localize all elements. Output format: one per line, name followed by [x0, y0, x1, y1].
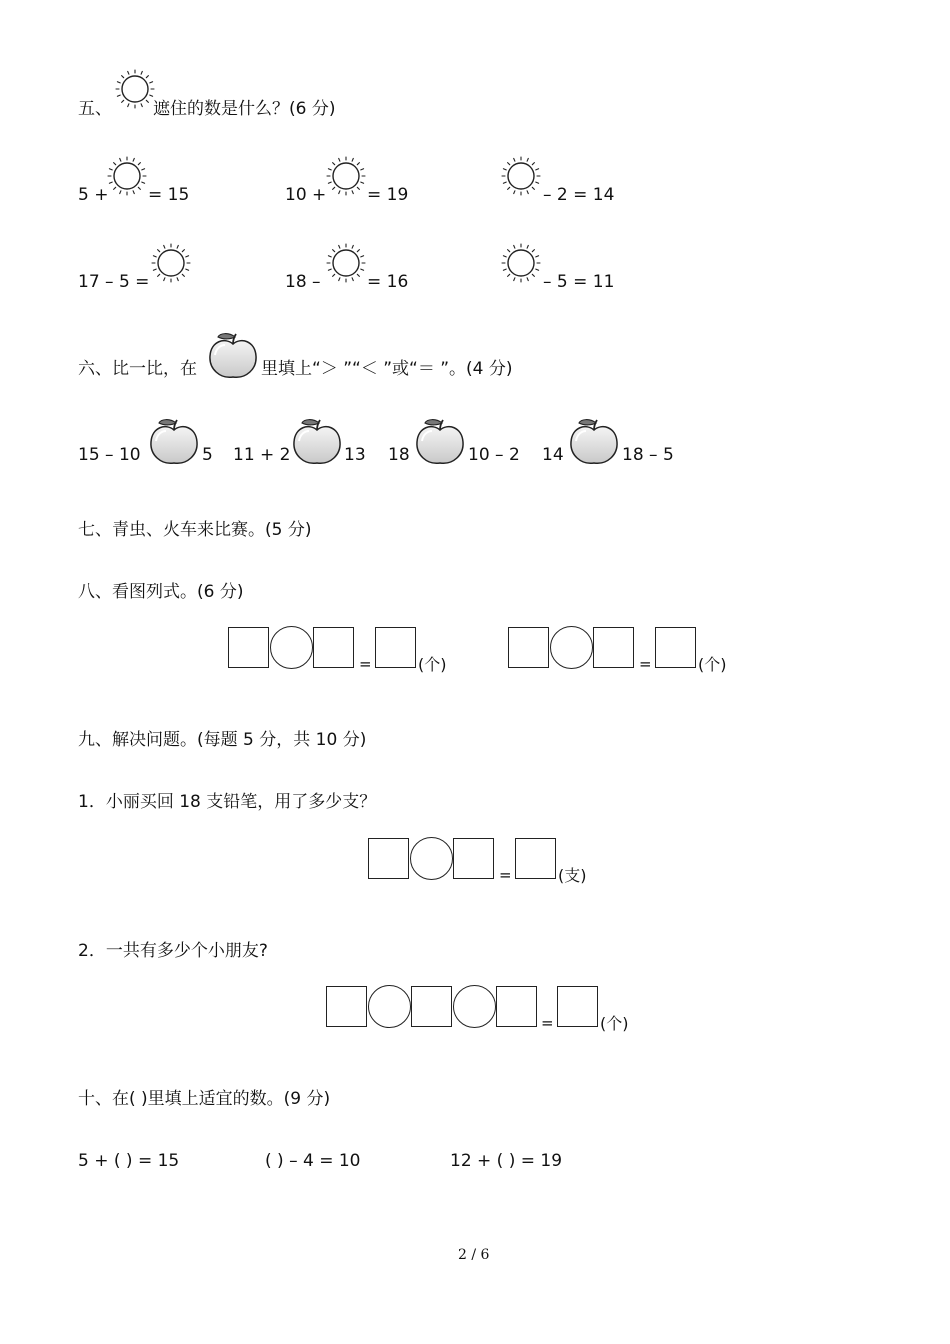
sec6-item4-left: 14: [542, 445, 564, 465]
equals-sign: =: [499, 866, 512, 884]
sec5-eq4-left: 17 – 5 =: [78, 272, 150, 292]
sec5-eq1-right: = 15: [148, 185, 190, 205]
result-box[interactable]: [557, 986, 598, 1027]
sun-icon: [326, 156, 366, 196]
sec6-item3-right: 10 – 2: [468, 445, 520, 465]
page-number: 2 / 6: [458, 1247, 490, 1263]
sec6-item2-right: 13: [344, 445, 366, 465]
answer-box[interactable]: [228, 627, 269, 668]
sec5-eq1-left: 5 +: [78, 185, 109, 205]
sec6-item1-left: 15 – 10: [78, 445, 141, 465]
sun-icon: [326, 243, 366, 283]
sec9-title: 九、解决问题。(每题 5 分，共 10 分): [78, 730, 367, 750]
sec5-eq6-right: – 5 = 11: [543, 272, 615, 292]
result-box[interactable]: [375, 627, 416, 668]
sec8-title: 八、看图列式。(6 分): [78, 582, 244, 602]
sec5-eq2-right: = 19: [367, 185, 409, 205]
sec10-item3: 12 + ( ) = 19: [450, 1151, 563, 1171]
result-box[interactable]: [515, 838, 556, 879]
apple-icon: [567, 417, 621, 467]
sec9-q2: 2．一共有多少个小朋友?: [78, 941, 268, 961]
equals-sign: =: [359, 655, 372, 673]
sec5-prefix: 五、: [78, 99, 112, 119]
sec6-item1-right: 5: [202, 445, 213, 465]
sec5-eq5-left: 18 –: [285, 272, 321, 292]
sun-icon: [501, 243, 541, 283]
operator-circle[interactable]: [453, 985, 496, 1028]
operator-circle[interactable]: [410, 837, 453, 880]
apple-icon: [413, 417, 467, 467]
unit-label: (支): [558, 866, 587, 885]
sec6-item3-left: 18: [388, 445, 410, 465]
equals-sign: =: [639, 655, 652, 673]
sec5-eq2-left: 10 +: [285, 185, 327, 205]
answer-box[interactable]: [593, 627, 634, 668]
sec6-title: 里填上“＞ ”“＜ ”或“＝ ”。(4 分): [261, 359, 513, 379]
answer-box[interactable]: [508, 627, 549, 668]
answer-box[interactable]: [313, 627, 354, 668]
unit-label: (个): [698, 655, 727, 674]
sun-icon: [107, 156, 147, 196]
sec10-item1: 5 + ( ) = 15: [78, 1151, 180, 1171]
apple-icon: [290, 417, 344, 467]
result-box[interactable]: [655, 627, 696, 668]
sec10-title: 十、在( )里填上适宜的数。(9 分): [78, 1089, 331, 1109]
sec6-prefix: 六、比一比，在: [78, 359, 197, 379]
sun-icon: [115, 69, 155, 109]
operator-circle[interactable]: [368, 985, 411, 1028]
sec6-item4-right: 18 – 5: [622, 445, 674, 465]
apple-icon: [147, 417, 201, 467]
apple-icon: [206, 331, 260, 381]
sec5-eq3-right: – 2 = 14: [543, 185, 615, 205]
answer-box[interactable]: [326, 986, 367, 1027]
sec10-item2: ( ) – 4 = 10: [265, 1151, 361, 1171]
answer-box[interactable]: [453, 838, 494, 879]
operator-circle[interactable]: [550, 626, 593, 669]
answer-box[interactable]: [411, 986, 452, 1027]
sec9-q1: 1．小丽买回 18 支铅笔，用了多少支？: [78, 792, 377, 812]
sec5-title: 遮住的数是什么？(6 分): [153, 99, 336, 119]
equals-sign: =: [541, 1014, 554, 1032]
sec7-title: 七、青虫、火车来比赛。(5 分): [78, 520, 312, 540]
answer-box[interactable]: [368, 838, 409, 879]
sec5-eq5-right: = 16: [367, 272, 409, 292]
sec6-item2-left: 11 + 2: [233, 445, 291, 465]
sun-icon: [501, 156, 541, 196]
operator-circle[interactable]: [270, 626, 313, 669]
answer-box[interactable]: [496, 986, 537, 1027]
sun-icon: [151, 243, 191, 283]
unit-label: (个): [600, 1014, 629, 1033]
unit-label: (个): [418, 655, 447, 674]
